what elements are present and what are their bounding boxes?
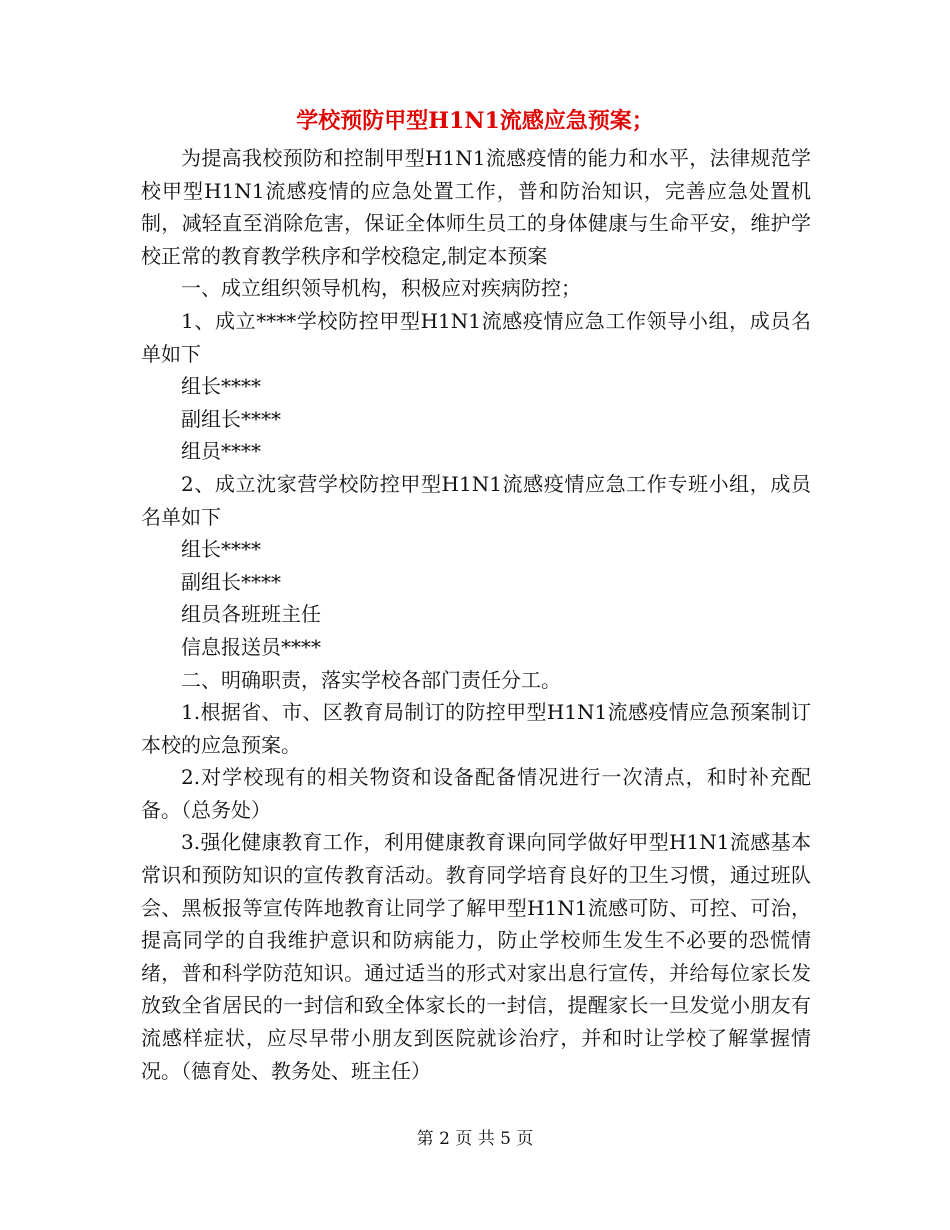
group-1-vice-leader: 副组长**** bbox=[181, 406, 281, 431]
item-1-paragraph: 1、成立****学校防控甲型H1N1流感疫情应急工作领导小组，成员名单如下 bbox=[141, 308, 811, 366]
document-title: 学校预防甲型H1N1流感应急预案； bbox=[296, 108, 654, 134]
duty-2-paragraph: 2.对学校现有的相关物资和设备配备情况进行一次清点，和时补充配备。（总务处） bbox=[141, 765, 811, 822]
group-2-leader: 组长**** bbox=[181, 537, 261, 562]
page-number-footer: 第 2 页 共 5 页 bbox=[416, 1129, 534, 1149]
section-1-heading: 一、成立组织领导机构，积极应对疾病防控； bbox=[181, 276, 581, 301]
group-2-vice-leader: 副组长**** bbox=[181, 569, 281, 594]
item-2-paragraph: 2、成立沈家营学校防控甲型H1N1流感疫情应急工作专班小组，成员名单如下 bbox=[141, 471, 811, 529]
group-2-members: 组员各班班主任 bbox=[181, 602, 321, 627]
group-2-reporter: 信息报送员**** bbox=[181, 634, 321, 659]
group-1-members: 组员**** bbox=[181, 439, 261, 464]
section-2-heading: 二、明确职责，落实学校各部门责任分工。 bbox=[181, 667, 561, 692]
document-body bbox=[141, 142, 811, 1087]
duty-1-paragraph: 1.根据省、市、区教育局制订的防控甲型H1N1流感疫情应急预案制订本校的应急预案。 bbox=[141, 700, 811, 757]
group-1-leader: 组长**** bbox=[181, 374, 261, 399]
duty-3-paragraph: 3.强化健康教育工作，利用健康教育课向同学做好甲型H1N1流感基本常识和预防知识的宣传教育活动。教育同学培育良好的卫生习惯，通过班队会、黑板报等宣传阵地教育让同学了解甲型H1N1流感可防、可控、可治，提高同学的自我维护意识和防病能力，防止学校师生发生不必要的恐慌情绪，普和科学防范知识。通过适当的形式对家出息行宣传，并给每位家长发放致全省居民的一封信和致全体家长的一封信，提醒家长一旦发觉小朋友有流感样症状，应尽早带小朋友到医院就诊治疗，并和时让学校了解掌握情况。（德育处、教务处、班主任） bbox=[141, 830, 811, 1083]
intro-paragraph: 为提高我校预防和控制甲型H1N1流感疫情的能力和水平，法律规范学校甲型H1N1流感疫情的应急处置工作，普和防治知识，完善应急处置机制，减轻直至消除危害，保证全体师生员工的身体健康与生命平安，维护学校正常的教育教学秩序和学校稳定,制定本预案 bbox=[141, 146, 811, 268]
